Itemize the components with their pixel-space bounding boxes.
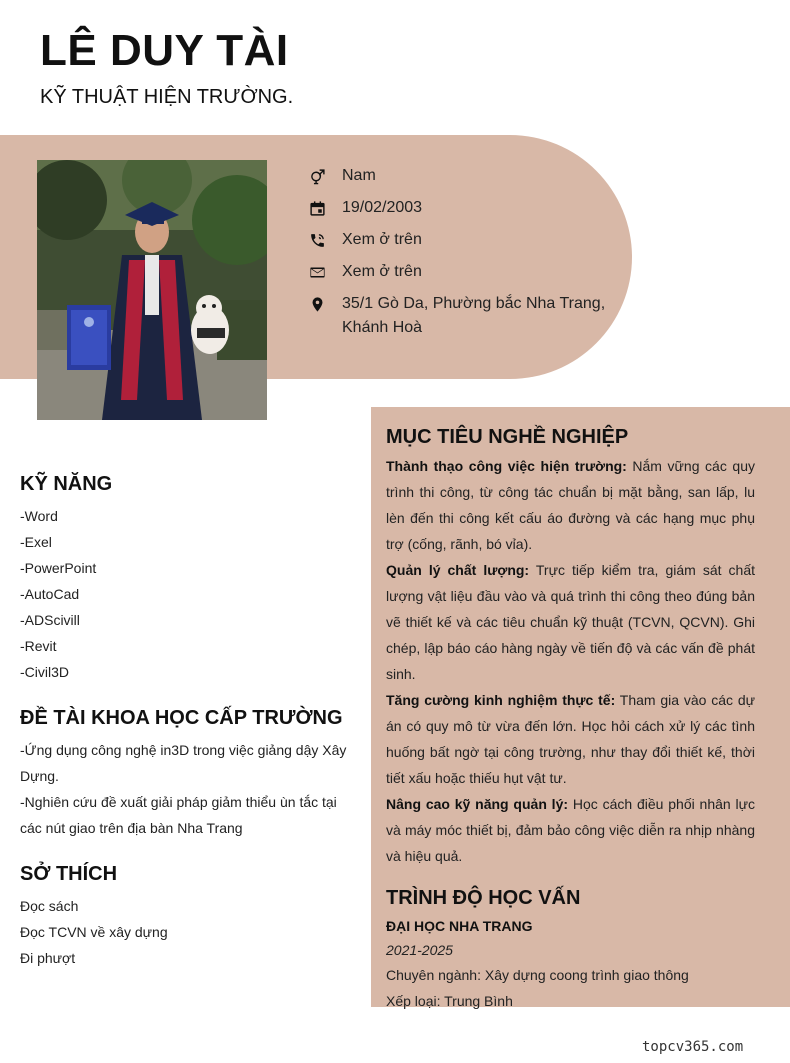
gender-icon xyxy=(306,164,328,188)
hobbies-title: SỞ THÍCH xyxy=(20,863,118,885)
list-item: -Civil3D xyxy=(20,664,69,680)
phone-value: Xem ở trên xyxy=(342,231,422,248)
list-item: -Word xyxy=(20,508,58,524)
skills-title: KỸ NĂNG xyxy=(20,473,113,495)
education-title: TRÌNH ĐỘ HỌC VẤN xyxy=(386,887,581,909)
list-item: -PowerPoint xyxy=(20,560,97,576)
education-section xyxy=(386,885,755,1014)
list-item: -Ứng dụng công nghệ in3D trong việc giảng dậy Xây Dựng. xyxy=(20,742,347,784)
rank: Xếp loại: Trung Bình xyxy=(386,993,513,1009)
contact-phone xyxy=(306,228,606,252)
objective-paragraph xyxy=(386,557,755,687)
email-icon xyxy=(306,260,328,284)
school-name: ĐẠI HỌC NHA TRANG xyxy=(386,918,533,934)
objective-title: MỤC TIÊU NGHỀ NGHIỆP xyxy=(386,426,629,448)
objective-lead: Quản lý chất lượng: xyxy=(386,562,530,578)
contact-address xyxy=(306,292,606,340)
list-item: -AutoCad xyxy=(20,586,80,602)
contact-gender xyxy=(306,164,606,188)
calendar-icon xyxy=(306,196,328,220)
skills-section xyxy=(20,471,350,685)
list-item: -Revit xyxy=(20,638,57,654)
list-item: Đọc sách xyxy=(20,898,79,914)
objective-lead: Tăng cường kinh nghiệm thực tế: xyxy=(386,692,616,708)
research-section xyxy=(20,705,350,841)
job-title: KỸ THUẬT HIỆN TRƯỜNG. xyxy=(40,86,294,108)
candidate-name: LÊ DUY TÀI xyxy=(40,26,289,75)
list-item: -ADScivill xyxy=(20,612,80,628)
email-value: Xem ở trên xyxy=(342,263,422,280)
list-item: Đọc TCVN về xây dựng xyxy=(20,924,168,940)
objective-body: Tham gia vào các dự án có quy mô từ vừa đến lớn. Học hỏi cách xử lý các tình huống bất ngờ tại công trường, như thay đổi thiết kế, thời tiết xấu hoặc thiếu hụt vật tư. xyxy=(386,692,755,786)
location-icon xyxy=(306,292,328,316)
hobbies-section xyxy=(20,861,350,971)
research-title: ĐỀ TÀI KHOA HỌC CẤP TRƯỜNG xyxy=(20,707,343,729)
gender-value: Nam xyxy=(342,167,376,184)
phone-icon xyxy=(306,228,328,252)
study-years: 2021-2025 xyxy=(386,942,453,958)
objective-body: Học cách điều phối nhân lực và máy móc thiết bị, đảm bảo công việc diễn ra nhịp nhàng và hiệu quả. xyxy=(386,796,755,864)
right-panel xyxy=(371,407,790,1007)
objective-lead: Thành thạo công việc hiện trường: xyxy=(386,458,627,474)
list-item: -Exel xyxy=(20,534,52,550)
objective-paragraph xyxy=(386,453,755,557)
objective-body: Nắm vững các quy trình thi công, từ công tác chuẩn bị mặt bằng, san lấp, lu lèn đến thi công kết cấu áo đường và các hạng mục phụ trợ (cống, rãnh, bó vỉa). xyxy=(386,458,755,552)
objective-lead: Nâng cao kỹ năng quản lý: xyxy=(386,796,569,812)
objective-section xyxy=(386,424,755,869)
major: Chuyên ngành: Xây dựng coong trình giao thông xyxy=(386,967,689,983)
contact-info xyxy=(306,164,606,348)
watermark: topcv365.com xyxy=(642,1039,744,1055)
objective-paragraph xyxy=(386,791,755,869)
list-item: Đi phượt xyxy=(20,950,76,966)
contact-birthday xyxy=(306,196,606,220)
contact-email xyxy=(306,260,606,284)
address-value: 35/1 Gò Da, Phường bắc Nha Trang, Khánh Hoà xyxy=(342,295,606,336)
birthday-value: 19/02/2003 xyxy=(342,199,423,216)
objective-body: Trực tiếp kiểm tra, giám sát chất lượng vật liệu đầu vào và quá trình thi công theo đúng bản vẽ thiết kế và các tiêu chuẩn kỹ thuật (TCVN, QCVN). Ghi chép, lập báo cáo hàng ngày về tiến độ và các vấn đề phát sinh. xyxy=(386,562,755,682)
list-item: -Nghiên cứu đề xuất giải pháp giảm thiểu ùn tắc tại các nút giao trên địa bàn Nha Trang xyxy=(20,794,337,836)
profile-photo xyxy=(37,160,267,420)
objective-paragraph xyxy=(386,687,755,791)
